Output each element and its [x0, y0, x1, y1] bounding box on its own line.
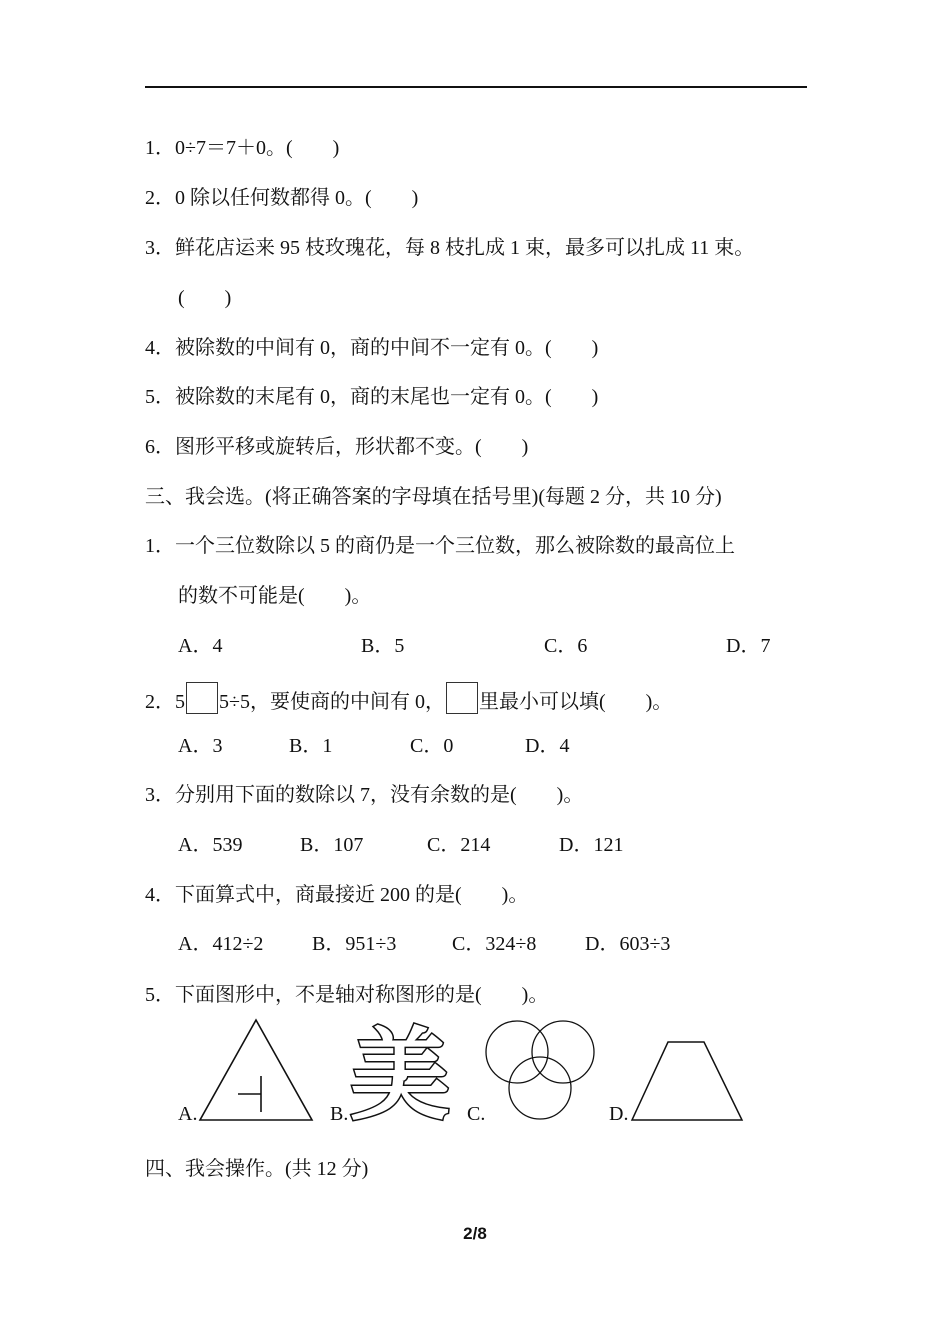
q2-blank-box: [186, 682, 218, 714]
q5-label-c: C.: [467, 1103, 486, 1125]
q1-option-b: B．5: [361, 635, 405, 657]
q4-option-c: C．324÷8: [452, 933, 537, 955]
page-number: 2/8: [463, 1224, 487, 1243]
q3-option-d: D．121: [559, 834, 624, 856]
q1-option-c: C．6: [544, 635, 588, 657]
q4-option-a: A．412÷2: [178, 933, 264, 955]
q3-line: 3．分别用下面的数除以 7，没有余数的是( )。: [145, 784, 584, 806]
q3-option-b: B．107: [300, 834, 364, 856]
trapezoid-figure: [628, 1040, 746, 1122]
q5-label-b: B.: [330, 1103, 349, 1125]
q2-line: [145, 682, 672, 715]
q1-line2: 的数不可能是( )。: [178, 585, 372, 607]
q2-option-c: C．0: [410, 735, 454, 757]
q2-option-d: D．4: [525, 735, 570, 757]
judge-item-5: 5．被除数的末尾有 0，商的末尾也一定有 0。( ): [145, 386, 599, 408]
q2-option-a: A．3: [178, 735, 223, 757]
three-circles-figure: [484, 1018, 596, 1122]
header-rule: [145, 86, 807, 88]
q2-blank-box-ref: [446, 682, 478, 714]
judge-item-4: 4．被除数的中间有 0，商的中间不一定有 0。( ): [145, 337, 599, 359]
section3-heading: 三、我会选。(将正确答案的字母填在括号里)(每题 2 分，共 10 分): [145, 486, 722, 508]
q2-middle: 5÷5，要使商的中间有 0，: [219, 691, 445, 713]
mei-character-figure: [348, 1016, 452, 1122]
q4-option-b: B．951÷3: [312, 933, 397, 955]
triangle-figure: [198, 1018, 314, 1122]
q1-option-a: A．4: [178, 635, 223, 657]
q4-option-d: D．603÷3: [585, 933, 671, 955]
q5-label-d: D.: [609, 1103, 629, 1125]
judge-item-3: 3．鲜花店运来 95 枝玫瑰花，每 8 枝扎成 1 束，最多可以扎成 11 束。: [145, 237, 755, 259]
mei-glyph: 美: [350, 1017, 450, 1122]
judge-item-2: 2．0 除以任何数都得 0。( ): [145, 187, 419, 209]
judge-item-6: 6．图形平移或旋转后，形状都不变。( ): [145, 436, 529, 458]
q5-label-a: A.: [178, 1103, 198, 1125]
judge-item-1: 1．0÷7＝7＋0。( ): [145, 137, 340, 159]
q5-line: 5．下面图形中，不是轴对称图形的是( )。: [145, 984, 549, 1006]
q1-option-d: D．7: [726, 635, 771, 657]
q4-line: 4．下面算式中，商最接近 200 的是( )。: [145, 884, 529, 906]
q2-suffix: 里最小可以填( )。: [478, 691, 673, 713]
judge-item-3-blank: ( ): [178, 287, 232, 309]
q2-prefix: 2．5: [145, 691, 185, 713]
q2-option-b: B．1: [289, 735, 333, 757]
q3-option-a: A．539: [178, 834, 243, 856]
q1-line1: 1．一个三位数除以 5 的商仍是一个三位数，那么被除数的最高位上: [145, 535, 735, 557]
section4-heading: 四、我会操作。(共 12 分): [145, 1158, 369, 1180]
q3-option-c: C．214: [427, 834, 491, 856]
